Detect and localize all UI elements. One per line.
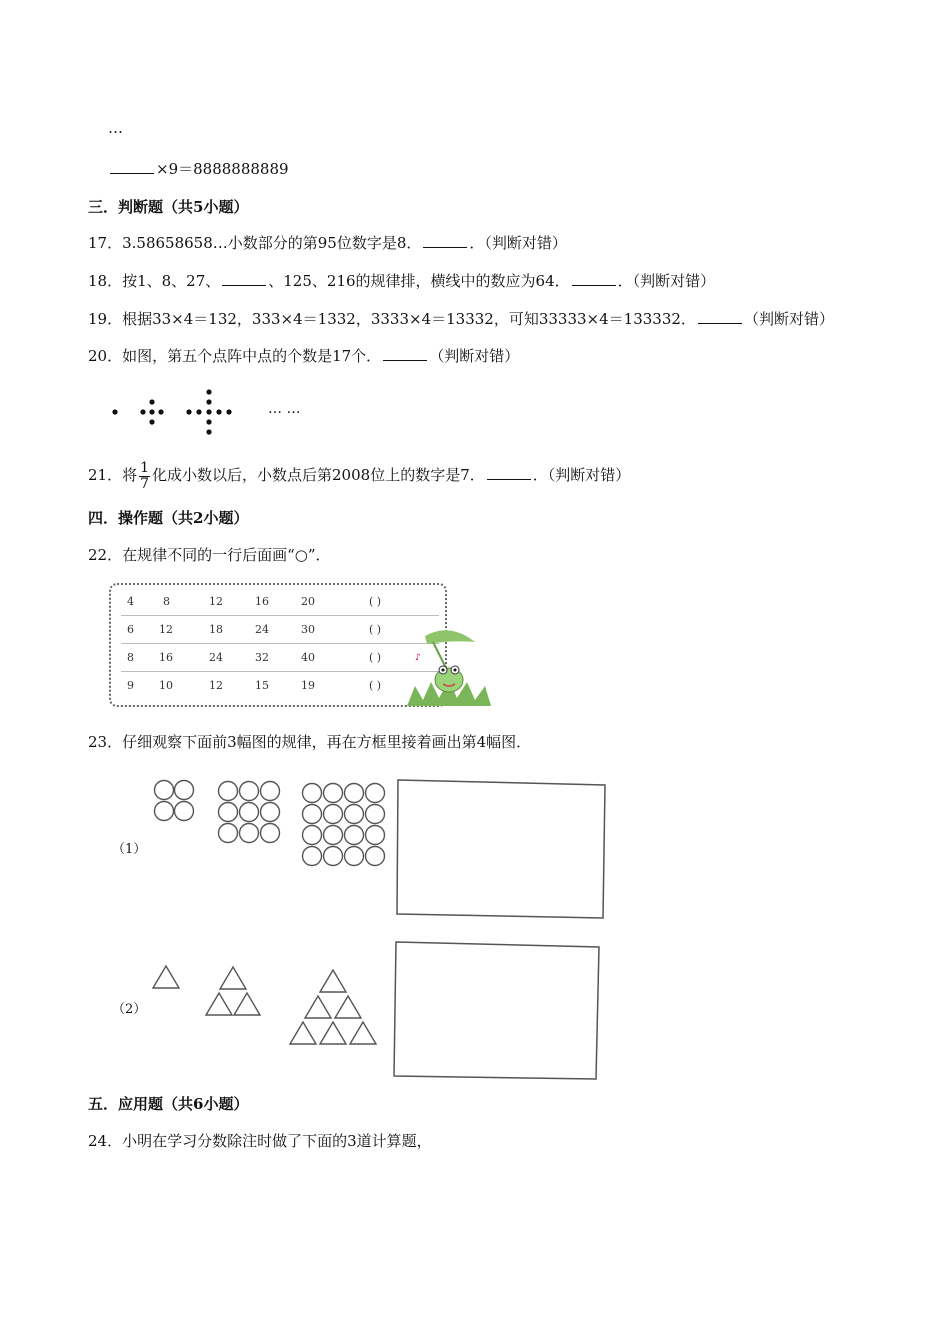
section-3-heading: 三．判断题（共5小题）: [88, 198, 249, 216]
q20-blank[interactable]: [383, 346, 427, 361]
number-pattern-table: [109, 583, 447, 707]
section-5-heading: 五．应用题（共6小题）: [88, 1095, 249, 1113]
q19-blank[interactable]: [698, 309, 742, 324]
dot-pattern-continuation: … …: [268, 401, 301, 417]
question-21: 21．将 $\frac{1}{7}$ 化成小数以后，小数点后第2008位上的数字是7． ．（判断对错）: [88, 459, 631, 492]
dot-pattern-1: [112, 409, 117, 414]
circle-grid-3x3: [219, 782, 280, 843]
answer-parentheses[interactable]: ( ): [369, 595, 382, 608]
answer-parentheses[interactable]: ( ): [369, 623, 382, 636]
answer-parentheses[interactable]: ( ): [369, 651, 382, 664]
circle-grid-2x2: [155, 781, 194, 821]
circle-pattern-figure: [150, 775, 610, 925]
equation-line: ×9＝8888888889: [108, 158, 289, 180]
table-row: 4 8 12 16 20 ( ): [121, 589, 439, 616]
figure-label-2: （2）: [112, 1002, 147, 1017]
answer-blank[interactable]: [110, 159, 154, 174]
table-row: 6 12 18 24 30 ( ): [121, 617, 439, 644]
q21-blank[interactable]: [487, 465, 531, 480]
q18-sequence-blank[interactable]: [222, 271, 266, 286]
svg-text:♪: ♪: [415, 653, 421, 663]
table-row: 9 10 12 15 19 ( ): [127, 679, 382, 692]
question-18: 18．按1、8、27、 、125、216的规律排，横线中的数应为64． ．（判断对错）: [88, 272, 716, 290]
answer-box-2[interactable]: [394, 942, 599, 1079]
frog-on-grass-illustration: [405, 628, 495, 710]
section-4-heading: 四．操作题（共2小题）: [88, 509, 249, 527]
answer-parentheses[interactable]: ( ): [369, 679, 382, 692]
triangle-pattern-2: [206, 967, 260, 1015]
figure-label-1: （1）: [112, 842, 147, 857]
ellipsis-line: …: [108, 119, 123, 137]
question-24: 24．小明在学习分数除注时做了下面的3道计算题，: [88, 1132, 432, 1150]
question-20: 20．如图，第五个点阵中点的个数是17个． （判断对错）: [88, 347, 520, 365]
table-row: 8 16 24 32 40 ( ): [121, 645, 439, 672]
answer-box-1[interactable]: [397, 780, 605, 918]
question-17: 17．3.58658658…小数部分的第95位数字是8． ．（判断对错）: [88, 234, 567, 252]
triangle-pattern-3: [290, 970, 376, 1044]
q18-blank[interactable]: [572, 271, 616, 286]
triangle-pattern-1: [153, 966, 179, 988]
dot-pattern-2: [140, 399, 163, 424]
circle-grid-4x4: [303, 784, 385, 866]
question-23: 23．仔细观察下面前3幅图的规律，再在方框里接着画出第4幅图．: [88, 733, 532, 751]
triangle-pattern-figure: [150, 938, 610, 1083]
question-22: 22．在规律不同的一行后面画“○”．: [88, 546, 331, 564]
fraction-one-seventh: $\frac{1}{7}$: [140, 459, 150, 492]
q17-blank[interactable]: [423, 233, 467, 248]
question-19: 19．根据33×4＝132，333×4＝1332，3333×4＝13332，可知33333×4＝133332． （判断对错）: [88, 310, 834, 328]
dot-pattern-3: [186, 389, 231, 434]
